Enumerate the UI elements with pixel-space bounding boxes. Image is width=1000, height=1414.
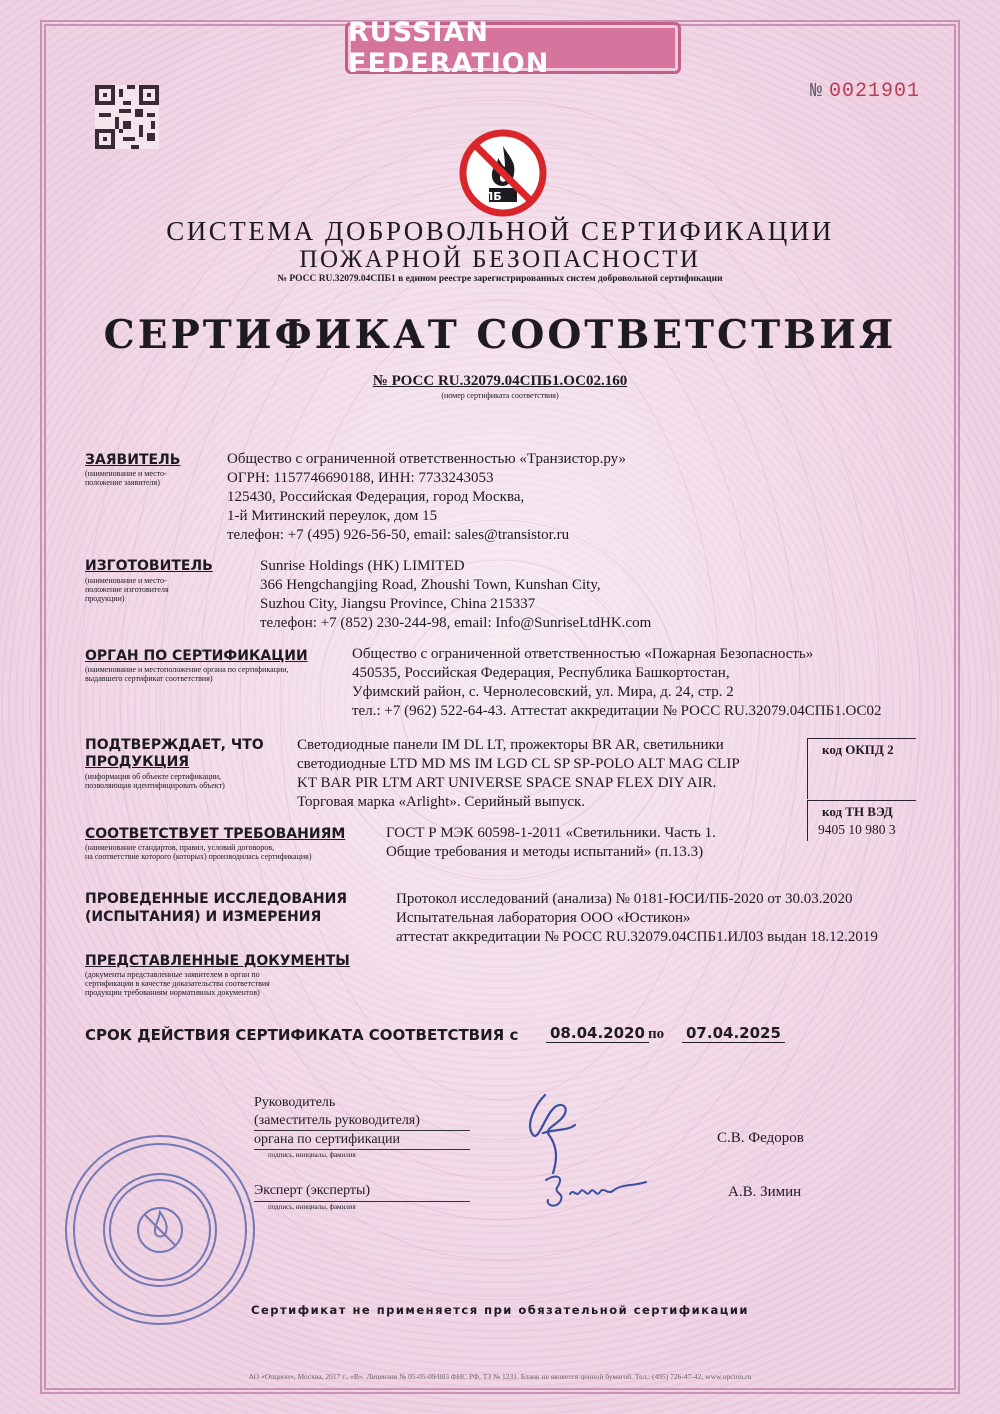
banner-text: RUSSIAN FEDERATION <box>348 17 550 79</box>
certification-body-accreditation: тел.: +7 (962) 522-64-43. Аттестат аккредитации № РОСС RU.32079.04СПБ1.ОС02 <box>352 703 882 719</box>
qr-code-icon <box>95 85 159 149</box>
expert-signature-line <box>254 1201 470 1202</box>
system-title-line1: СИСТЕМА ДОБРОВОЛЬНОЙ СЕРТИФИКАЦИИ <box>166 216 834 246</box>
certification-body-name: Общество с ограниченной ответственностью «Пожарная Безопасность» <box>352 646 814 662</box>
tnved-value: 9405 10 980 3 <box>818 822 896 837</box>
product-line-4: Торговая марка «Arlight». Серийный выпуск. <box>297 794 586 810</box>
printer-imprint: АО «Опцион», Москва, 2017 г., «В». Лицензия № 05-05-09/003 ФНС РФ, ТЗ № 1231. Бланк не является ценной бумагой. Тел.: (495) 726-47-42, www.opcion.ru <box>248 1372 752 1381</box>
head-role-1: Руководитель <box>254 1095 336 1110</box>
product-caption-2: позволяющая идентифицировать объект) <box>85 781 225 790</box>
validity-from: 08.04.2020 <box>546 1024 649 1043</box>
tests-label-1: ПРОВЕДЕННЫЕ ИССЛЕДОВАНИЯ <box>85 891 348 907</box>
manufacturer-contacts: телефон: +7 (852) 230-244-98, email: Info@SunriseLtdHK.com <box>260 615 652 631</box>
validity-to: 07.04.2025 <box>682 1024 785 1043</box>
manufacturer-caption-2: положение изготовителя <box>85 585 169 594</box>
applicant-ogrn: ОГРН: 1157746690188, ИНН: 7733243053 <box>227 470 494 486</box>
certificate-number-caption: (номер сертификата соответствия) <box>441 391 559 400</box>
head-role-3: органа по сертификации <box>254 1132 401 1147</box>
validity-to-word: по <box>648 1026 665 1042</box>
expert-signature-caption: подпись, инициалы, фамилия <box>268 1203 356 1211</box>
footer-note: Сертификат не применяется при обязательной сертификации <box>251 1303 749 1317</box>
applicant-name: Общество с ограниченной ответственностью «Транзистор.ру» <box>227 451 627 467</box>
manufacturer-label: ИЗГОТОВИТЕЛЬ <box>85 558 213 574</box>
applicant-caption-1: (наименование и место- <box>85 469 167 478</box>
requirements-line-2: Общие требования и методы испытаний» (п.13.3) <box>386 844 704 860</box>
head-signature-caption: подпись, инициалы, фамилия <box>268 1151 356 1159</box>
tests-label-2: (ИСПЫТАНИЯ) И ИЗМЕРЕНИЯ <box>85 909 322 925</box>
certification-body-caption-2: выдавшего сертификат соответствия) <box>85 674 213 683</box>
head-signature-line <box>254 1149 470 1150</box>
logo-text: ПБ <box>484 190 502 203</box>
manufacturer-address-2: Suzhou City, Jiangsu Province, China 215337 <box>260 596 536 612</box>
product-line-3: KT BAR PIR LTM ART UNIVERSE SPACE SNAP FLEX DIY AIR. <box>297 775 717 791</box>
documents-caption-3: продукции требованиям нормативных документов) <box>85 988 260 997</box>
requirements-line-1: ГОСТ Р МЭК 60598-1-2011 «Светильники. Часть 1. <box>386 825 716 841</box>
registry-note: № РОСС RU.32079.04СПБ1 в едином реестре зарегистрированных систем добровольной сертификации <box>277 274 723 284</box>
manufacturer-caption-1: (наименование и место- <box>85 576 167 585</box>
certification-body-address-1: 450535, Российская Федерация, Республика Башкортостан, <box>352 665 730 681</box>
requirements-caption-1: (наименование стандартов, правил, условий договоров, <box>85 843 275 852</box>
blank-serial-number <box>810 80 920 103</box>
requirements-label: СООТВЕТСТВУЕТ ТРЕБОВАНИЯМ <box>85 826 346 842</box>
certification-body-caption-1: (наименование и местоположение органа по сертификации, <box>85 665 289 674</box>
okpd-label: код ОКПД 2 <box>822 742 894 757</box>
product-line-2: светодиодные LTD MD MS IM LGD CL SP SP-POLO ALT MAG CLIP <box>297 756 740 772</box>
manufacturer-name: Sunrise Holdings (HK) LIMITED <box>260 558 465 574</box>
requirements-caption-2: на соответствие которого (которых) производилась сертификация) <box>85 852 312 861</box>
tests-line-3: аттестат аккредитации № РОСС RU.32079.04СПБ1.ИЛ03 выдан 18.12.2019 <box>396 929 878 945</box>
applicant-contacts: телефон: +7 (495) 926-56-50, email: sales@transistor.ru <box>227 527 570 543</box>
product-label-1: ПОДТВЕРЖДАЕТ, ЧТО <box>85 737 264 753</box>
serial-value: 0021901 <box>829 80 921 103</box>
head-name: С.В. Федоров <box>717 1130 804 1146</box>
fire-safety-logo-icon <box>458 128 548 218</box>
manufacturer-address-1: 366 Hengchangjing Road, Zhoushi Town, Kunshan City, <box>260 577 601 593</box>
country-banner <box>345 17 681 79</box>
expert-name: А.В. Зимин <box>728 1184 802 1200</box>
certificate-number: № РОСС RU.32079.04СПБ1.ОС02.160 <box>372 373 628 389</box>
documents-caption-1: (документы представленные заявителем в орган по <box>85 970 260 979</box>
expert-signature-icon <box>538 1168 658 1218</box>
system-title-line2: ПОЖАРНОЙ БЕЗОПАСНОСТИ <box>299 246 701 273</box>
tests-line-1: Протокол исследований (анализа) № 0181-ЮСИ/ПБ-2020 от 30.03.2020 <box>396 891 853 907</box>
certificate-title: СЕРТИФИКАТ СООТВЕТСТВИЯ <box>103 312 897 358</box>
expert-label: Эксперт (эксперты) <box>254 1183 371 1198</box>
applicant-address-2: 1-й Митинский переулок, дом 15 <box>227 508 438 524</box>
certification-body-label: ОРГАН ПО СЕРТИФИКАЦИИ <box>85 648 308 664</box>
product-caption-1: (информация об объекте сертификации, <box>85 772 222 781</box>
documents-caption-2: сертификации в качестве доказательства соответствия <box>85 979 270 988</box>
head-role-2: (заместитель руководителя) <box>254 1113 420 1128</box>
applicant-caption-2: положение заявителя) <box>85 478 160 487</box>
applicant-address-1: 125430, Российская Федерация, город Москва, <box>227 489 525 505</box>
manufacturer-caption-3: продукции) <box>85 594 125 603</box>
seal-stamp-icon <box>60 1130 260 1330</box>
product-label-2: ПРОДУКЦИЯ <box>85 754 190 770</box>
documents-label: ПРЕДСТАВЛЕННЫЕ ДОКУМЕНТЫ <box>85 953 350 969</box>
certification-body-address-2: Уфимский район, с. Чернолесовский, ул. Мира, д. 24, стр. 2 <box>352 684 734 700</box>
tests-line-2: Испытательная лаборатория ООО «Юстикон» <box>396 910 691 926</box>
validity-label: СРОК ДЕЙСТВИЯ СЕРТИФИКАТА СООТВЕТСТВИЯ с <box>85 1026 519 1044</box>
applicant-label: ЗАЯВИТЕЛЬ <box>85 452 181 468</box>
tnved-label: код ТН ВЭД <box>822 804 893 819</box>
number-sign: № <box>810 80 824 103</box>
product-line-1: Светодиодные панели IM DL LT, прожекторы BR AR, светильники <box>297 737 724 753</box>
